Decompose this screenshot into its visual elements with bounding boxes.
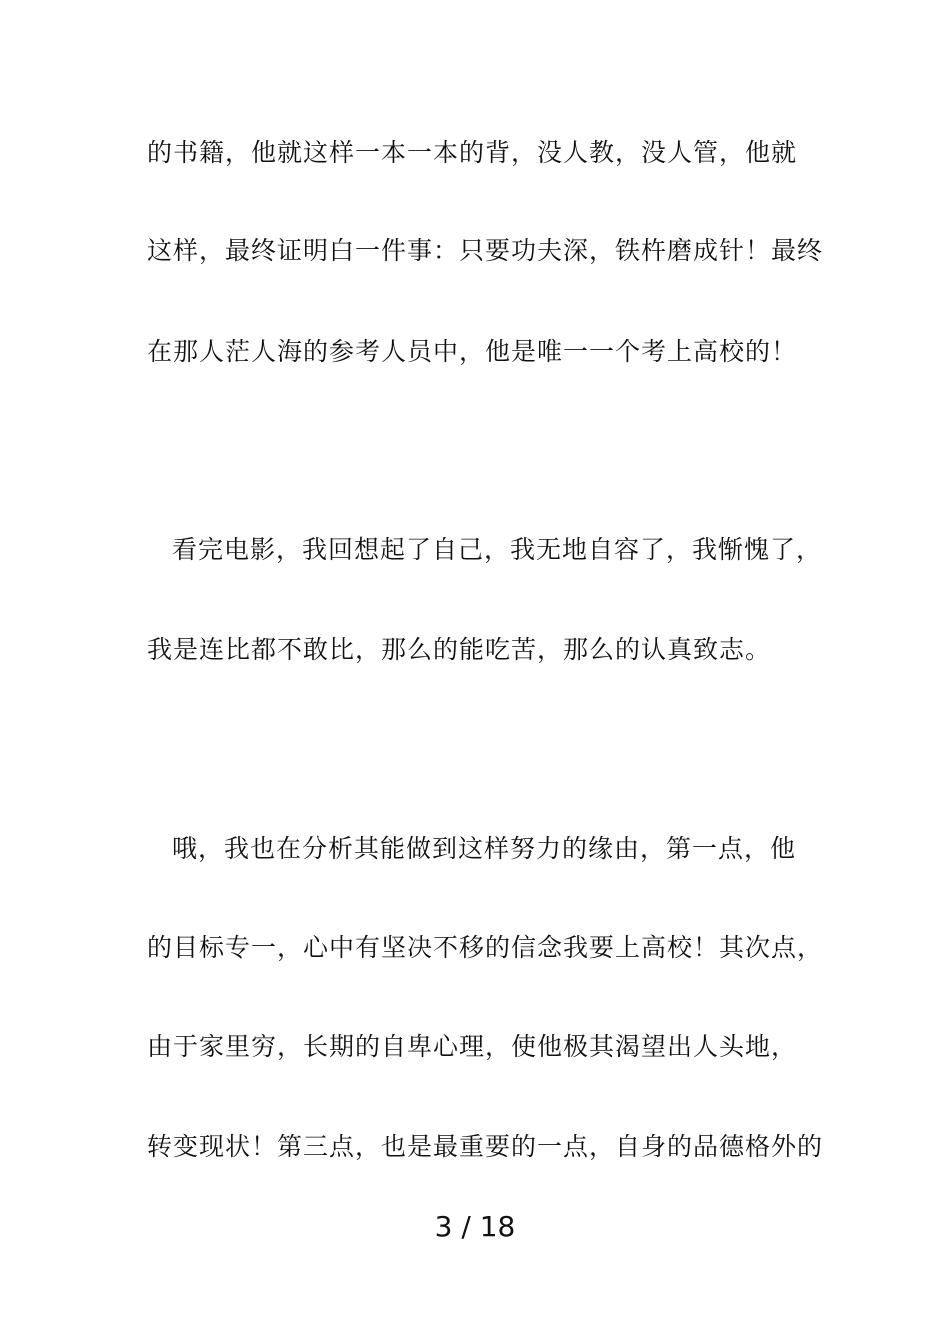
paragraph-1-line-2: 这样，最终证明白一件事：只要功夫深，铁杵磨成针！最终 [147,236,824,265]
paragraph-1-line-3: 在那人茫人海的参考人员中，他是唯一一个考上高校的！ [147,337,798,366]
paragraph-3-line-1: 哦，我也在分析其能做到这样努力的缘由，第一点，他 [172,834,797,863]
paragraph-3-line-2: 的目标专一，心中有坚决不移的信念我要上高校！其次点， [147,933,824,962]
paragraph-3-line-3: 由于家里穷，长期的自卑心理，使他极其渴望出人头地， [147,1032,798,1061]
paragraph-2-line-2: 我是连比都不敢比，那么的能吃苦，那么的认真致志。 [147,635,772,664]
paragraph-1-line-1: 的书籍，他就这样一本一本的背，没人教，没人管，他就 [147,138,798,167]
page-number: 3 / 18 [434,1210,516,1243]
paragraph-3-line-4: 转变现状！第三点，也是最重要的一点，自身的品德格外的 [147,1132,824,1161]
paragraph-2-line-1: 看完电影，我回想起了自己，我无地自容了，我惭愧了， [172,535,823,564]
